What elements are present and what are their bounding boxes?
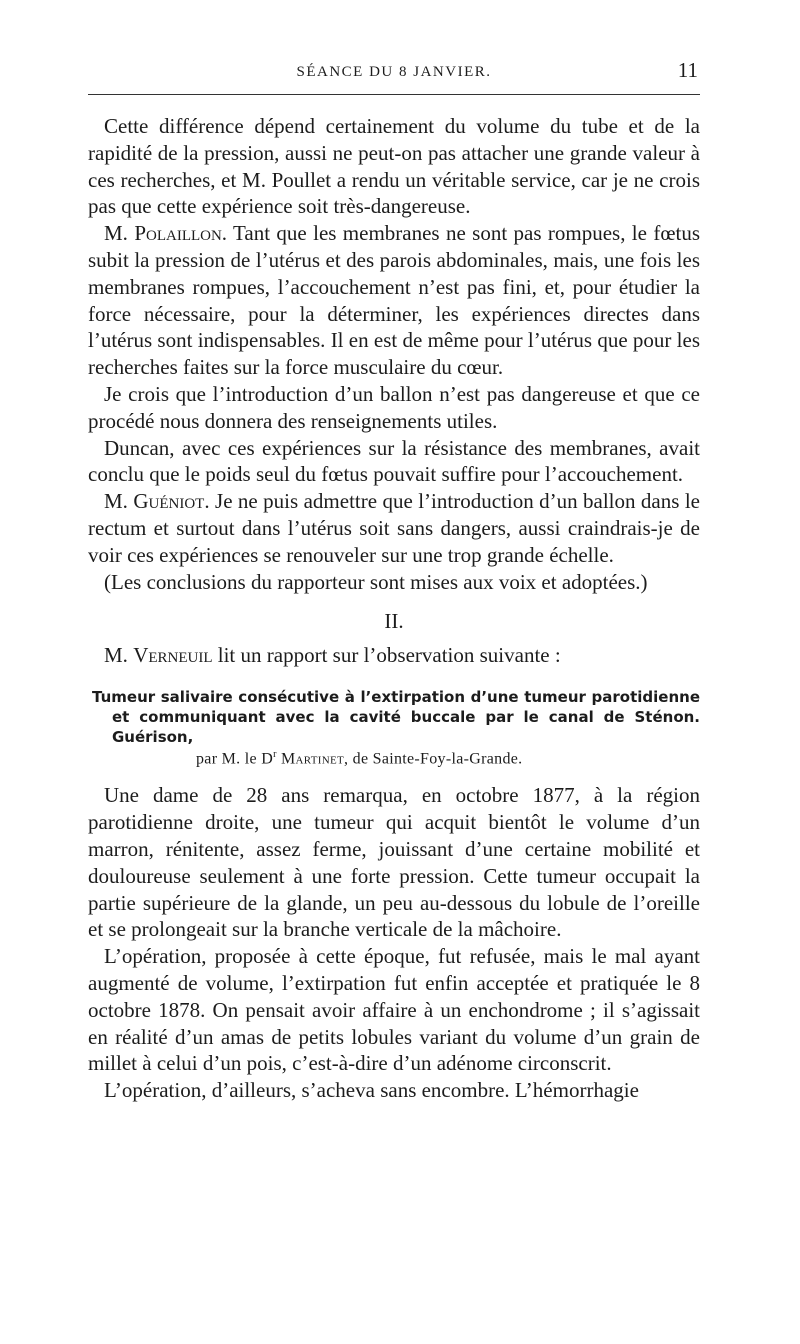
byline-prefix: par M. le D	[196, 750, 274, 768]
page	[88, 58, 700, 1104]
paragraph-duncan: Duncan, avec ces expériences sur la résistance des membranes, avait conclu que le poids seul du fœtus pouvait suffire pour l’accouchement.	[88, 435, 700, 487]
running-head	[88, 58, 700, 84]
article-byline	[88, 749, 700, 768]
section-number: II.	[384, 609, 404, 634]
paragraph-poullet: Cette différence dépend certainement du volume du tube et de la rapidité de la pression, aussi ne peut-on pas attacher une grande valeur à ces recherches, et M. Poullet a rendu un véritable service, car je ne crois pas que cette expérience soit très-dangereuse.	[88, 114, 700, 219]
paragraph-verneuil	[88, 642, 700, 669]
paragraph-observation-2: L’opération, proposée à cette époque, fut refusée, mais le mal ayant augmenté de volume, l’extirpation fut enfin acceptée et pratiquée le 8 octobre 1878. On pensait avoir affaire à un enchondrome ; il s’agissait en réalité d’un amas de petits lobules variant du volume d’un grain de millet à celui d’un pois, c’est-à-dire d’un adénome circonscrit.	[88, 944, 700, 1076]
polaillon-text: Tant que les membranes ne sont pas rompues, le fœtus subit la pression de l’utérus et des parois abdominales, mais, une fois les membranes rompues, l’accouchement n’est pas fini, et, pour étudier la force nécessaire, pour la déterminer, les expériences directes dans l’utérus sont indispensables. Il en est de même pour l’utérus que pour les recherches faites sur la force musculaire du cœur.	[88, 221, 700, 380]
byline-sup: r	[273, 749, 277, 761]
gueniot-text: Je ne puis admettre que l’introduction d’un ballon dans le rectum et surtout dans l’utérus soit sans dangers, aussi craindrais-je de voir ces expériences se renouveler sur une trop grande échelle.	[88, 489, 700, 567]
speaker-gueniot: Guéniot.	[133, 489, 210, 514]
paragraph-observation-3: L’opération, d’ailleurs, s’acheva sans encombre. L’hémorrhagie	[104, 1078, 639, 1103]
verneuil-text: lit un rapport sur l’observation suivante :	[217, 643, 561, 668]
paragraph-gueniot	[88, 488, 700, 568]
paragraph-polaillon	[88, 220, 700, 381]
speaker-prefix: M.	[104, 489, 128, 514]
paragraph-conclusions: (Les conclusions du rapporteur sont mises aux voix et adoptées.)	[104, 569, 648, 594]
header-rule	[88, 94, 700, 95]
speaker-verneuil: Verneuil	[133, 643, 213, 668]
running-title: SÉANCE DU 8 JANVIER.	[296, 64, 492, 80]
author-name: Martinet,	[281, 750, 349, 768]
speaker-polaillon: Polaillon.	[134, 221, 228, 246]
speaker-prefix: M.	[104, 643, 128, 668]
byline-suffix: de Sainte-Foy-la-Grande.	[352, 750, 523, 768]
speaker-prefix: M.	[104, 221, 128, 246]
paragraph-observation-1: Une dame de 28 ans remarqua, en octobre 1877, à la région parotidienne droite, une tumeur qui acquit bientôt le volume d’un marron, rénitente, assez ferme, jouissant d’une certaine mobilité et douloureuse seulement à une forte pression. Cette tumeur occupait la partie supérieure de la glande, un peu au-dessous du lobule de l’oreille et se prolongeait sur la branche verticale de la mâchoire.	[88, 783, 700, 942]
page-number: 11	[677, 58, 698, 82]
article-title: Tumeur salivaire consécutive à l’extirpation d’une tumeur parotidienne et communiquant avec la cavité buccale par le canal de Sténon. Guérison,	[92, 688, 700, 747]
paragraph-ballon: Je crois que l’introduction d’un ballon n’est pas dangereuse et que ce procédé nous donnera des renseignements utiles.	[88, 381, 700, 433]
